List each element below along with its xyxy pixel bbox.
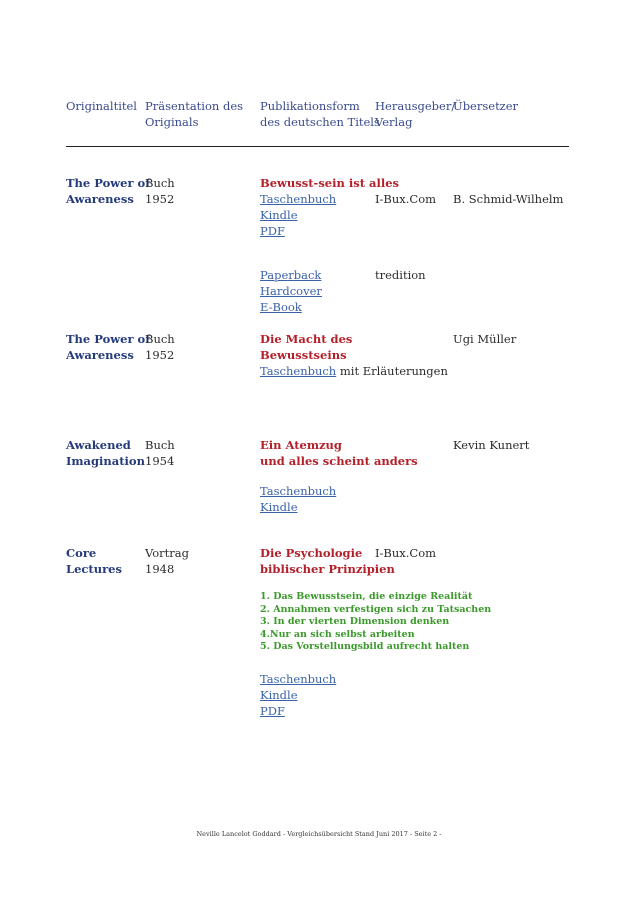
entry-2-german-title-line1: Die Macht des: [260, 332, 353, 346]
entry-4-chapter-4: 4.Nur an sich selbst arbeiten: [260, 628, 415, 640]
entry-4-chapter-1: 1. Das Bewusstsein, die einzige Realität: [260, 591, 473, 602]
entry-2-link-suffix: mit Erläuterungen: [336, 364, 448, 378]
entry-1-link-hardcover[interactable]: Hardcover: [260, 284, 322, 298]
entry-4-german-title-line1: Die Psychologie: [260, 546, 363, 560]
header-presentation-line1: Präsentation des: [145, 99, 244, 113]
entry-3-year: 1954: [145, 454, 175, 468]
entry-2-form: Buch: [145, 332, 175, 346]
entry-1-link-kindle[interactable]: Kindle: [260, 208, 298, 222]
header-publication-form-line1: Publikationsform: [260, 99, 360, 113]
entry-2-publication: [260, 331, 448, 379]
entry-2-title-line2: Awareness: [66, 348, 134, 362]
entry-2-presentation: [145, 331, 175, 363]
entry-4-publisher: I-Bux.Com: [375, 546, 437, 560]
entry-3-form: Buch: [145, 438, 175, 452]
entry-1-publisher: I-Bux.Com: [375, 192, 437, 206]
entry-4-presentation: [145, 545, 189, 577]
entry-4-chapter-5: 5. Das Vorstellungsbild aufrecht halten: [260, 641, 470, 652]
entry-1-title-line1: The Power of: [66, 176, 151, 190]
entry-4-link-taschenbuch[interactable]: Taschenbuch: [260, 672, 337, 686]
entry-4-link-pdf[interactable]: PDF: [260, 704, 285, 718]
entry-4-year: 1948: [145, 562, 175, 576]
entry-1-presentation: [145, 175, 175, 207]
entry-3-links: [260, 483, 336, 515]
header-publisher: [375, 98, 455, 130]
entry-4-links: [260, 671, 336, 719]
entry-3-presentation: [145, 437, 175, 469]
header-publication-form: [260, 98, 380, 130]
entry-3-publication: [260, 437, 418, 469]
page-footer: Neville Lancelot Goddard - Vergleichsübersicht Stand Juni 2017 - Seite 2 -: [196, 830, 442, 838]
entry-4-chapter-2: 2. Annahmen verfestigen sich zu Tatsachen: [260, 603, 492, 615]
header-presentation: [145, 98, 243, 130]
entry-3-title-line1: Awakened: [66, 438, 131, 452]
entry-2-title-line1: The Power of: [66, 332, 151, 346]
entry-2-original-title: [66, 331, 150, 363]
entry-3-link-kindle[interactable]: Kindle: [260, 500, 298, 514]
header-publication-form-line2: des deutschen Titels: [260, 115, 380, 129]
entry-3-title-line2: Imagination: [66, 454, 145, 468]
entry-4-chapter-3: 3. In der vierten Dimension denken: [260, 616, 450, 627]
entry-4-title-line2: Lectures: [66, 562, 122, 576]
header-publisher-line2: Verlag: [375, 115, 413, 129]
entry-4-form: Vortrag: [145, 546, 190, 560]
entry-1-translator: B. Schmid-Wilhelm: [453, 192, 564, 206]
entry-2-translator: Ugi Müller: [453, 332, 517, 346]
entry-3-german-title-line1: Ein Atemzug: [260, 438, 342, 452]
entry-2-german-title-line2: Bewusstseins: [260, 348, 347, 362]
entry-2-year: 1952: [145, 348, 175, 362]
entry-1-publication: [260, 175, 399, 239]
entry-3-link-taschenbuch[interactable]: Taschenbuch: [260, 484, 337, 498]
entry-4-title-line1: Core: [66, 546, 97, 560]
entry-1-link-taschenbuch[interactable]: Taschenbuch: [260, 192, 337, 206]
entry-1-publisher-2: tredition: [375, 268, 426, 282]
entry-3-translator: Kevin Kunert: [453, 438, 530, 452]
entry-4-original-title: [66, 545, 122, 577]
entry-1-link-pdf[interactable]: PDF: [260, 224, 285, 238]
entry-1-publication-2: [260, 267, 322, 315]
entry-1-form: Buch: [145, 176, 175, 190]
header-original-title: Originaltitel: [66, 99, 137, 113]
header-translator: Übersetzer: [453, 99, 519, 113]
entry-1-title-line2: Awareness: [66, 192, 134, 206]
header-presentation-line2: Originals: [145, 115, 199, 129]
entry-1-original-title: [66, 175, 150, 207]
entry-2-link-row: [260, 363, 448, 379]
entry-1-link-ebook[interactable]: E-Book: [260, 300, 302, 314]
entry-4-german-title-line2: biblischer Prinzipien: [260, 562, 395, 576]
entry-4-chapter-list: [260, 591, 491, 654]
header-divider: [66, 146, 569, 147]
entry-1-german-title: Bewusst-sein ist alles: [260, 176, 399, 190]
entry-2-link-taschenbuch[interactable]: Taschenbuch: [260, 364, 337, 378]
header-publisher-line1: Herausgeber/: [375, 99, 456, 113]
entry-3-original-title: [66, 437, 145, 469]
entry-4-link-kindle[interactable]: Kindle: [260, 688, 298, 702]
entry-3-german-title-line2: und alles scheint anders: [260, 454, 418, 468]
entry-1-link-paperback[interactable]: Paperback: [260, 268, 322, 282]
entry-1-year: 1952: [145, 192, 175, 206]
